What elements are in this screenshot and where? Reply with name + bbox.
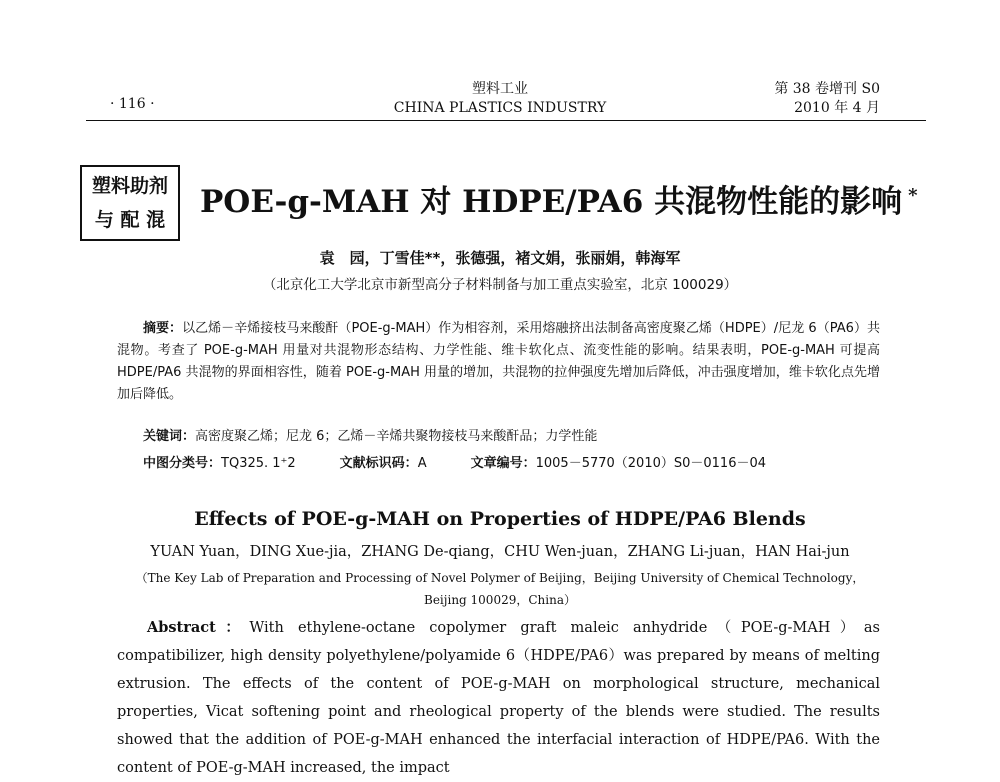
article-title-text: POE-g-MAH 对 HDPE/PA6 共混物性能的影响 — [200, 184, 903, 220]
journal-title-en: CHINA PLASTICS INDUSTRY — [393, 100, 607, 116]
affiliation-en — [0, 567, 1000, 611]
doccode-label: 文献标识码： — [339, 456, 418, 471]
abstract-cn-label: 摘要： — [143, 321, 183, 336]
article-title — [200, 176, 930, 221]
affiliation-en-line1: （The Key Lab of Preparation and Processing of Novel Polymer of Beijing，Beijing University of Chemical Technology， — [135, 571, 865, 585]
affiliation-en-line2: Beijing 100029，China） — [424, 593, 576, 607]
abstract-en-text: With ethylene-octane copolymer graft maleic anhydride（POE-g-MAH）as compatibilizer, high density polyethylene/polyamide 6（HDPE/PA6）was prepared by means of melting extrusion. The effects of the content of POE-g-MAH on morphological structure, mechanical properties, Vicat softening point and rheological property of the blends were studied. The results showed that the addition of POE-g-MAH enhanced the interfacial interaction of HDPE/PA6. With the content of POE-g-MAH increased, the impact — [117, 620, 880, 776]
page-number: · 116 · — [110, 96, 155, 112]
authors-cn: 袁 园，丁雪佳**，张德强，褚文娟，张丽娟，韩海军 — [319, 249, 681, 267]
abstract-cn-text: 以乙烯－辛烯接枝马来酸酐（POE-g-MAH）作为相容剂，采用熔融挤出法制备高密度聚乙烯（HDPE）/尼龙 6（PA6）共混物。考查了 POE-g-MAH 用量对共混物形态结构、力学性能、维卡软化点、流变性能的影响。结果表明，POE-g-MAH 可提高 HDPE/PA6 共混物的界面相容性，随着 POE-g-MAH 用量的增加，共混物的拉伸强度先增加后降低，冲击强度增加，维卡软化点先增加后降低。 — [117, 321, 880, 402]
class-label: 中图分类号： — [143, 456, 222, 471]
header-rule — [86, 120, 926, 121]
abstract-cn — [117, 318, 880, 406]
article-no-label: 文章编号： — [470, 456, 536, 471]
authors-en: YUAN Yuan，DING Xue-jia，ZHANG De-qiang，CHU Wen-juan，ZHANG Li-juan，HAN Hai-jun — [150, 544, 850, 560]
abstract-en — [117, 614, 880, 782]
keywords-cn — [143, 425, 880, 444]
keywords-text: 高密度聚乙烯；尼龙 6；乙烯－辛烯共聚物接枝马来酸酐品；力学性能 — [195, 429, 598, 444]
article-no-value: 1005－5770（2010）S0－0116－04 — [535, 456, 767, 471]
section-badge — [80, 165, 180, 241]
section-badge-line1: 塑料助剂 — [91, 175, 168, 197]
journal-title — [360, 80, 640, 118]
class-value: TQ325. 1⁺2 — [221, 456, 296, 471]
section-badge-line2: 与 配 混 — [94, 209, 166, 231]
volume-label: 第 38 卷增刊 S0 — [774, 81, 880, 97]
issue-date: 2010 年 4 月 — [794, 100, 880, 116]
title-footnote-mark: * — [908, 184, 918, 206]
affiliation-cn: （北京化工大学北京市新型高分子材料制备与加工重点实验室，北京 100029） — [262, 277, 738, 293]
classification-line — [143, 452, 880, 471]
article-title-en: Effects of POE-g-MAH on Properties of HDPE/PA6 Blends — [194, 508, 806, 530]
abstract-en-label: Abstract： — [147, 619, 250, 636]
doccode-value: A — [417, 456, 427, 471]
journal-title-cn: 塑料工业 — [472, 81, 528, 97]
keywords-label: 关键词： — [143, 429, 196, 444]
issue-info — [700, 80, 880, 118]
